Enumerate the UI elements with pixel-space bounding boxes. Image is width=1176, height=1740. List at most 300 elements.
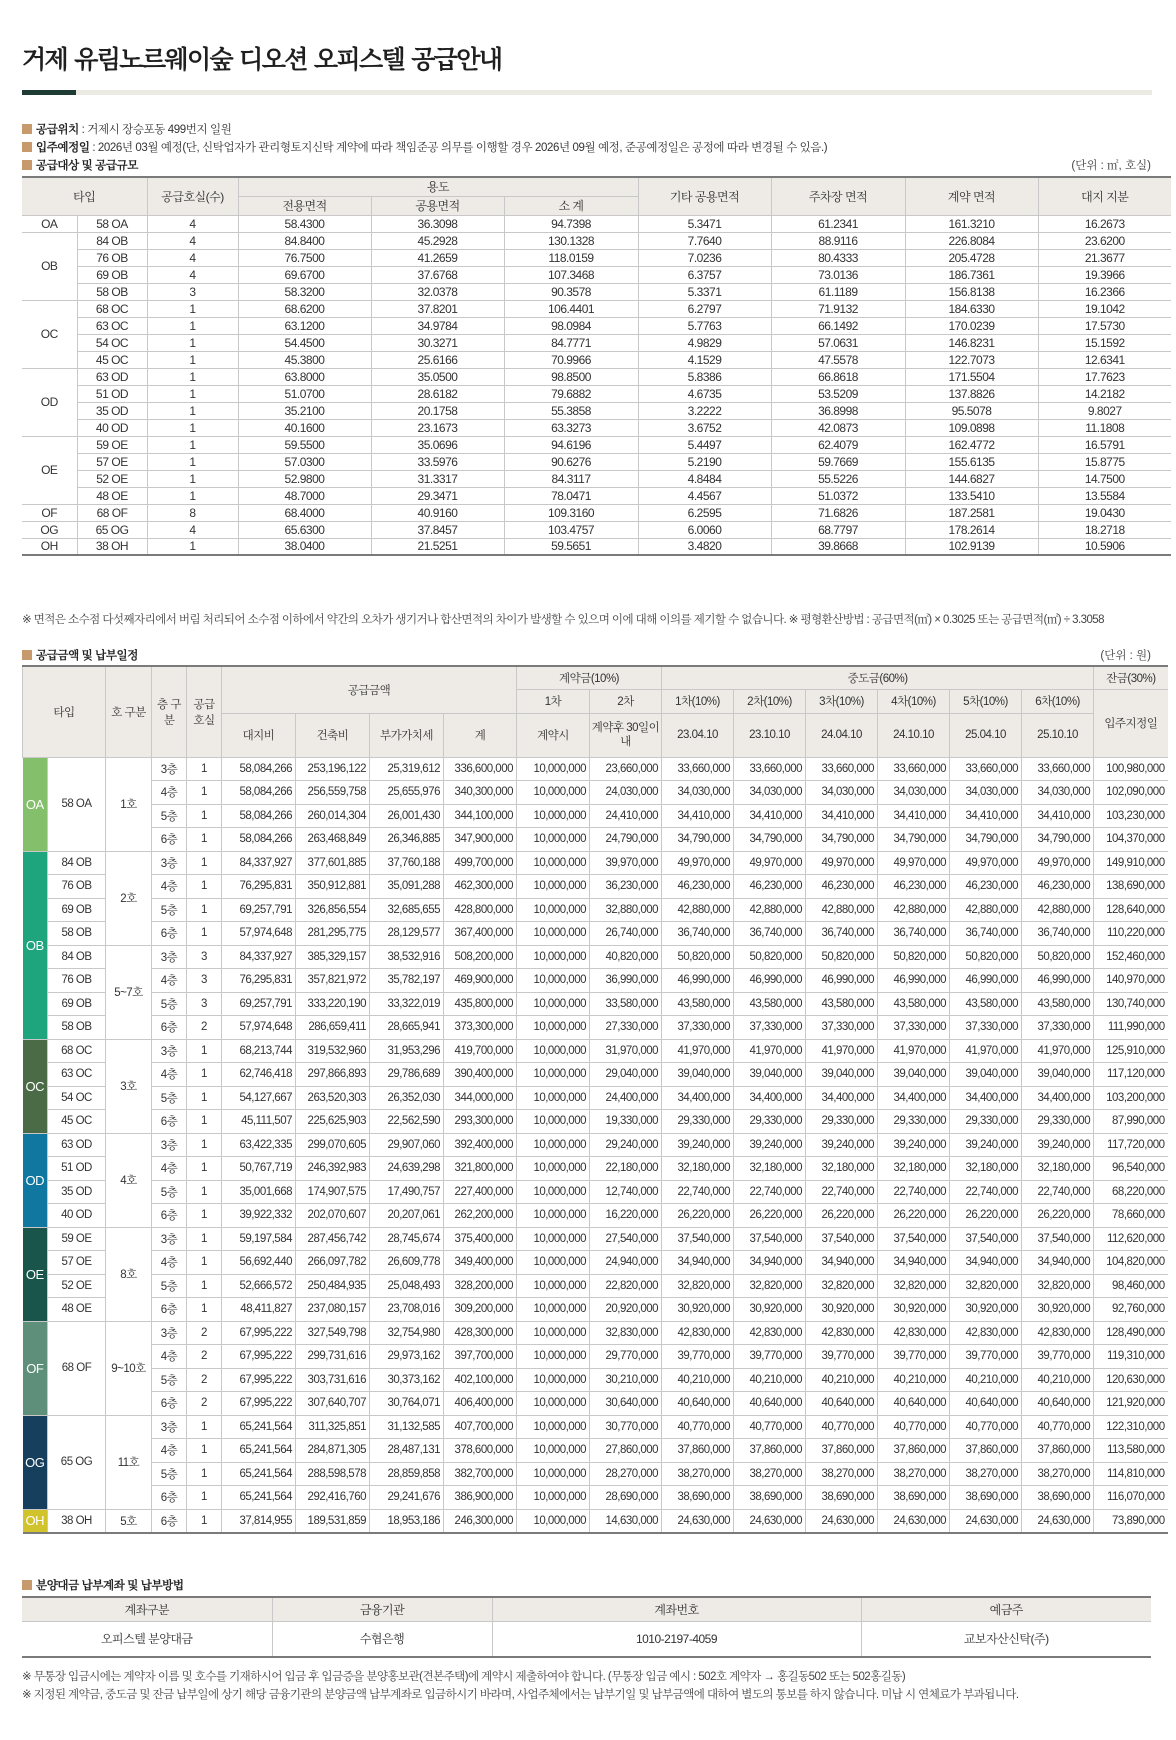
total-price: 340,300,000 (444, 781, 517, 805)
supply-units: 1 (187, 1274, 222, 1298)
type-group: OF (22, 504, 77, 521)
mid-5: 32,820,000 (950, 1274, 1022, 1298)
floor: 3층 (152, 1321, 187, 1345)
supply-units: 1 (147, 317, 238, 334)
mid-6: 29,330,000 (1022, 1110, 1094, 1134)
table-row (22, 1621, 1151, 1657)
building-cost: 299,731,616 (296, 1345, 370, 1369)
total-price: 246,300,000 (444, 1509, 517, 1533)
subtype: 52 OE (48, 1274, 106, 1298)
mid-6: 39,040,000 (1022, 1063, 1094, 1087)
floor: 5층 (152, 898, 187, 922)
mid-5: 36,740,000 (950, 922, 1022, 946)
exclusive-area: 52.9800 (238, 470, 371, 487)
bullet-square-icon (22, 142, 32, 152)
balance: 116,070,000 (1094, 1486, 1168, 1510)
vat: 33,322,019 (370, 992, 444, 1016)
supply-units: 1 (147, 351, 238, 368)
parking-area: 73.0136 (771, 266, 905, 283)
deposit-1: 10,000,000 (517, 898, 590, 922)
balance: 96,540,000 (1094, 1157, 1168, 1181)
subtype: 48 OE (77, 487, 147, 504)
exclusive-area: 65.6300 (238, 521, 371, 538)
land-cost: 69,257,791 (222, 898, 296, 922)
mid-5: 42,880,000 (950, 898, 1022, 922)
contract-area: 205.4728 (905, 249, 1038, 266)
mid-2: 50,820,000 (734, 945, 806, 969)
balance: 104,820,000 (1094, 1251, 1168, 1275)
page-title: 거제 유림노르웨이숲 디오션 오피스텔 공급안내 (22, 45, 502, 74)
floor: 6층 (152, 1016, 187, 1040)
supply-units: 1 (147, 419, 238, 436)
mid-1: 34,790,000 (662, 828, 734, 852)
parking-area: 66.1492 (771, 317, 905, 334)
table-row (23, 945, 1168, 969)
t2-header-m1-date: 23.04.10 (662, 713, 734, 757)
floor: 4층 (152, 1439, 187, 1463)
supply-units: 1 (187, 1251, 222, 1275)
balance: 119,310,000 (1094, 1345, 1168, 1369)
area-subtotal: 94.7398 (504, 215, 638, 232)
deposit-2: 24,030,000 (590, 781, 662, 805)
vat: 17,490,757 (370, 1180, 444, 1204)
total-price: 321,800,000 (444, 1157, 517, 1181)
land-cost: 52,666,572 (222, 1274, 296, 1298)
mid-6: 33,660,000 (1022, 757, 1094, 781)
total-price: 349,400,000 (444, 1251, 517, 1275)
mid-5: 39,240,000 (950, 1133, 1022, 1157)
area-subtotal: 118.0159 (504, 249, 638, 266)
supply-units: 1 (147, 470, 238, 487)
mid-6: 40,640,000 (1022, 1392, 1094, 1416)
mid-2: 40,770,000 (734, 1415, 806, 1439)
vat: 26,346,885 (370, 828, 444, 852)
floor: 4층 (152, 969, 187, 993)
subtype: 69 OB (48, 992, 106, 1016)
mid-4: 42,880,000 (878, 898, 950, 922)
total-price: 262,200,000 (444, 1204, 517, 1228)
parking-area: 88.9116 (771, 232, 905, 249)
land-cost: 54,127,667 (222, 1086, 296, 1110)
vat: 35,782,197 (370, 969, 444, 993)
deposit-2: 36,230,000 (590, 875, 662, 899)
subtype: 38 OH (77, 538, 147, 555)
balance: 102,090,000 (1094, 781, 1168, 805)
table-row (22, 504, 1171, 521)
table-row (23, 875, 1168, 899)
mid-2: 34,940,000 (734, 1251, 806, 1275)
t2-header-d2-when: 계약후 30일이내 (590, 713, 662, 757)
deposit-1: 10,000,000 (517, 1345, 590, 1369)
mid-3: 37,540,000 (806, 1227, 878, 1251)
subtype: 38 OH (48, 1509, 106, 1533)
scale-unit: (단위 : ㎡, 호실) (1071, 160, 1151, 172)
building-cost: 377,601,885 (296, 851, 370, 875)
mid-1: 29,330,000 (662, 1110, 734, 1134)
table-row (23, 1180, 1168, 1204)
t1-header-type: 타입 (22, 177, 147, 215)
deposit-1: 10,000,000 (517, 1016, 590, 1040)
building-cost: 326,856,554 (296, 898, 370, 922)
supply-units: 4 (147, 249, 238, 266)
t2-header-units: 공급 호실 (187, 666, 222, 757)
mid-3: 40,640,000 (806, 1392, 878, 1416)
exclusive-area: 57.0300 (238, 453, 371, 470)
land-cost: 76,295,831 (222, 875, 296, 899)
bullet-square-icon (22, 124, 32, 134)
table-row (23, 1133, 1168, 1157)
deposit-2: 39,970,000 (590, 851, 662, 875)
subtype: 68 OC (48, 1039, 106, 1063)
supply-units: 1 (187, 781, 222, 805)
mid-4: 39,770,000 (878, 1345, 950, 1369)
building-cost: 299,070,605 (296, 1133, 370, 1157)
mid-4: 37,330,000 (878, 1016, 950, 1040)
table-row (23, 1486, 1168, 1510)
subtype: 76 OB (77, 249, 147, 266)
subtype: 76 OB (48, 969, 106, 993)
floor: 5층 (152, 1180, 187, 1204)
vat: 28,745,674 (370, 1227, 444, 1251)
table-row (23, 1274, 1168, 1298)
mid-1: 24,630,000 (662, 1509, 734, 1533)
t2-header-mid: 중도금(60%) (662, 666, 1094, 690)
floor: 5층 (152, 1368, 187, 1392)
supply-units: 8 (147, 504, 238, 521)
vat: 28,129,577 (370, 922, 444, 946)
info-location (22, 121, 231, 137)
area-subtotal: 130.1328 (504, 232, 638, 249)
mid-5: 34,790,000 (950, 828, 1022, 852)
deposit-1: 10,000,000 (517, 1063, 590, 1087)
balance: 78,660,000 (1094, 1204, 1168, 1228)
floor: 4층 (152, 781, 187, 805)
vat: 29,241,676 (370, 1486, 444, 1510)
t3-header-holder: 예금주 (861, 1597, 1151, 1621)
mid-1: 37,330,000 (662, 1016, 734, 1040)
total-price: 407,700,000 (444, 1415, 517, 1439)
mid-5: 38,690,000 (950, 1486, 1022, 1510)
t3-header-account-number: 계좌번호 (492, 1597, 861, 1621)
other-common-area: 7.7640 (638, 232, 771, 249)
table-row (23, 781, 1168, 805)
floor: 3층 (152, 851, 187, 875)
mid-2: 46,230,000 (734, 875, 806, 899)
table-row (23, 1298, 1168, 1322)
mid-1: 34,410,000 (662, 804, 734, 828)
other-common-area: 4.6735 (638, 385, 771, 402)
mid-4: 40,210,000 (878, 1368, 950, 1392)
subtype: 51 OD (48, 1157, 106, 1181)
mid-1: 42,830,000 (662, 1321, 734, 1345)
supply-units: 1 (147, 300, 238, 317)
mid-1: 34,940,000 (662, 1251, 734, 1275)
supply-units: 1 (187, 898, 222, 922)
deposit-2: 32,880,000 (590, 898, 662, 922)
t2-header-building: 건축비 (296, 713, 370, 757)
land-cost: 37,814,955 (222, 1509, 296, 1533)
common-area: 33.5976 (371, 453, 504, 470)
deposit-2: 24,410,000 (590, 804, 662, 828)
contract-area: 102.9139 (905, 538, 1038, 555)
mid-6: 43,580,000 (1022, 992, 1094, 1016)
type-group: OA (22, 215, 77, 232)
t2-header-balance: 잔금(30%) (1094, 666, 1168, 690)
contract-area: 170.0239 (905, 317, 1038, 334)
table-row (23, 1509, 1168, 1533)
mid-6: 38,270,000 (1022, 1462, 1094, 1486)
info-location-value: : 거제시 장승포동 499번지 일원 (78, 124, 232, 136)
exclusive-area: 68.6200 (238, 300, 371, 317)
common-area: 23.1673 (371, 419, 504, 436)
building-cost: 288,598,578 (296, 1462, 370, 1486)
t2-header-supply: 공급금액 (222, 666, 517, 713)
parking-area: 68.7797 (771, 521, 905, 538)
deposit-1: 10,000,000 (517, 1227, 590, 1251)
total-price: 382,700,000 (444, 1462, 517, 1486)
mid-6: 30,920,000 (1022, 1298, 1094, 1322)
mid-5: 29,330,000 (950, 1110, 1022, 1134)
deposit-2: 22,820,000 (590, 1274, 662, 1298)
building-cost: 357,821,972 (296, 969, 370, 993)
mid-2: 22,740,000 (734, 1180, 806, 1204)
vat: 31,953,296 (370, 1039, 444, 1063)
vat: 24,639,298 (370, 1157, 444, 1181)
mid-3: 37,860,000 (806, 1439, 878, 1463)
mid-1: 32,820,000 (662, 1274, 734, 1298)
contract-area: 184.6330 (905, 300, 1038, 317)
land-cost: 65,241,564 (222, 1486, 296, 1510)
mid-4: 38,270,000 (878, 1462, 950, 1486)
info-movein-label: 입주예정일 (36, 142, 90, 154)
floor: 6층 (152, 1110, 187, 1134)
balance: 128,490,000 (1094, 1321, 1168, 1345)
table-row (23, 1462, 1168, 1486)
mid-5: 39,770,000 (950, 1345, 1022, 1369)
land-share: 16.5791 (1038, 436, 1171, 453)
deposit-1: 10,000,000 (517, 781, 590, 805)
mid-4: 46,230,000 (878, 875, 950, 899)
mid-5: 40,210,000 (950, 1368, 1022, 1392)
t1-header-parking: 주차장 면적 (771, 177, 905, 215)
deposit-1: 10,000,000 (517, 1039, 590, 1063)
land-cost: 84,337,927 (222, 851, 296, 875)
mid-5: 49,970,000 (950, 851, 1022, 875)
table-row (23, 922, 1168, 946)
table-row (22, 368, 1171, 385)
mid-3: 29,330,000 (806, 1110, 878, 1134)
other-common-area: 5.3371 (638, 283, 771, 300)
exclusive-area: 84.8400 (238, 232, 371, 249)
mid-2: 37,860,000 (734, 1439, 806, 1463)
deposit-1: 10,000,000 (517, 969, 590, 993)
parking-area: 59.7669 (771, 453, 905, 470)
mid-6: 39,240,000 (1022, 1133, 1094, 1157)
floor: 6층 (152, 1392, 187, 1416)
table-row (22, 436, 1171, 453)
account-number: 1010-2197-4059 (492, 1621, 861, 1657)
subtype: 84 OB (48, 851, 106, 875)
t2-header-d1: 1차 (517, 690, 590, 714)
floor: 3층 (152, 1415, 187, 1439)
deposit-2: 24,790,000 (590, 828, 662, 852)
mid-3: 39,040,000 (806, 1063, 878, 1087)
supply-units: 1 (187, 1039, 222, 1063)
table-row (22, 300, 1171, 317)
supply-scale-table (22, 176, 1171, 556)
total-price: 336,600,000 (444, 757, 517, 781)
floor: 3층 (152, 945, 187, 969)
supply-units: 1 (187, 1462, 222, 1486)
floor: 3층 (152, 1227, 187, 1251)
deposit-2: 28,270,000 (590, 1462, 662, 1486)
subtype: 48 OE (48, 1298, 106, 1322)
floor: 5층 (152, 992, 187, 1016)
deposit-1: 10,000,000 (517, 1415, 590, 1439)
mid-4: 50,820,000 (878, 945, 950, 969)
mid-6: 42,880,000 (1022, 898, 1094, 922)
vat: 32,685,655 (370, 898, 444, 922)
table-row (23, 804, 1168, 828)
table-row (23, 851, 1168, 875)
ho-range: 1호 (106, 757, 152, 851)
table-row (22, 402, 1171, 419)
building-cost: 260,014,304 (296, 804, 370, 828)
table-row (23, 1415, 1168, 1439)
deposit-2: 22,180,000 (590, 1157, 662, 1181)
contract-area: 178.2614 (905, 521, 1038, 538)
table-row (23, 898, 1168, 922)
floor: 4층 (152, 1345, 187, 1369)
mid-6: 41,970,000 (1022, 1039, 1094, 1063)
common-area: 25.6166 (371, 351, 504, 368)
balance: 68,220,000 (1094, 1180, 1168, 1204)
other-common-area: 4.4567 (638, 487, 771, 504)
subtype: 63 OD (77, 368, 147, 385)
mid-3: 34,400,000 (806, 1086, 878, 1110)
table-row (22, 453, 1171, 470)
total-price: 347,900,000 (444, 828, 517, 852)
balance: 104,370,000 (1094, 828, 1168, 852)
building-cost: 319,532,960 (296, 1039, 370, 1063)
subtype: 51 OD (77, 385, 147, 402)
other-common-area: 5.3471 (638, 215, 771, 232)
floor: 4층 (152, 875, 187, 899)
contract-area: 162.4772 (905, 436, 1038, 453)
mid-6: 38,690,000 (1022, 1486, 1094, 1510)
building-cost: 333,220,190 (296, 992, 370, 1016)
vat: 22,562,590 (370, 1110, 444, 1134)
building-cost: 202,070,607 (296, 1204, 370, 1228)
area-subtotal: 63.3273 (504, 419, 638, 436)
supply-units: 1 (187, 1415, 222, 1439)
total-price: 328,200,000 (444, 1274, 517, 1298)
balance: 111,990,000 (1094, 1016, 1168, 1040)
parking-area: 51.0372 (771, 487, 905, 504)
land-cost: 65,241,564 (222, 1439, 296, 1463)
t1-header-units: 공급호실(수) (147, 177, 238, 215)
supply-units: 4 (147, 521, 238, 538)
land-cost: 58,084,266 (222, 804, 296, 828)
vat: 25,655,976 (370, 781, 444, 805)
mid-4: 46,990,000 (878, 969, 950, 993)
t2-header-m3: 3차(10%) (806, 690, 878, 714)
common-area: 29.3471 (371, 487, 504, 504)
total-price: 397,700,000 (444, 1345, 517, 1369)
mid-4: 32,180,000 (878, 1157, 950, 1181)
bullet-square-icon (22, 650, 32, 660)
balance: 73,890,000 (1094, 1509, 1168, 1533)
exclusive-area: 68.4000 (238, 504, 371, 521)
table-row (23, 1368, 1168, 1392)
table-row (23, 757, 1168, 781)
mid-4: 34,400,000 (878, 1086, 950, 1110)
supply-units: 1 (187, 922, 222, 946)
type-group: OB (22, 232, 77, 300)
land-cost: 67,995,222 (222, 1321, 296, 1345)
table-row (22, 334, 1171, 351)
mid-4: 43,580,000 (878, 992, 950, 1016)
mid-4: 24,630,000 (878, 1509, 950, 1533)
floor: 4층 (152, 1251, 187, 1275)
balance: 87,990,000 (1094, 1110, 1168, 1134)
common-area: 35.0500 (371, 368, 504, 385)
mid-1: 38,690,000 (662, 1486, 734, 1510)
land-cost: 57,974,648 (222, 1016, 296, 1040)
building-cost: 287,456,742 (296, 1227, 370, 1251)
area-subtotal: 78.0471 (504, 487, 638, 504)
mid-5: 50,820,000 (950, 945, 1022, 969)
supply-units: 3 (187, 945, 222, 969)
deposit-2: 28,690,000 (590, 1486, 662, 1510)
mid-1: 33,660,000 (662, 757, 734, 781)
t1-header-common: 공용면적 (371, 196, 504, 215)
mid-3: 34,030,000 (806, 781, 878, 805)
subtype: 54 OC (77, 334, 147, 351)
building-cost: 303,731,616 (296, 1368, 370, 1392)
mid-6: 32,180,000 (1022, 1157, 1094, 1181)
subtype: 84 OB (48, 945, 106, 969)
balance: 152,460,000 (1094, 945, 1168, 969)
mid-1: 39,770,000 (662, 1345, 734, 1369)
mid-2: 39,240,000 (734, 1133, 806, 1157)
common-area: 37.6768 (371, 266, 504, 283)
deposit-2: 20,920,000 (590, 1298, 662, 1322)
parking-area: 57.0631 (771, 334, 905, 351)
mid-6: 26,220,000 (1022, 1204, 1094, 1228)
mid-6: 34,790,000 (1022, 828, 1094, 852)
contract-area: 155.6135 (905, 453, 1038, 470)
land-cost: 48,411,827 (222, 1298, 296, 1322)
deposit-1: 10,000,000 (517, 1204, 590, 1228)
mid-3: 38,270,000 (806, 1462, 878, 1486)
info-movein-value: : 2026년 03월 예정(단, 신탁업자가 관리형토지신탁 계약에 따라 책임준공 의무를 이행할 경우 2026년 09월 예정, 준공예정일은 공정에 따라 변경될 수 있음.) (89, 142, 828, 154)
other-common-area: 5.2190 (638, 453, 771, 470)
t2-header-land: 대지비 (222, 713, 296, 757)
mid-4: 40,640,000 (878, 1392, 950, 1416)
subtype: 35 OD (77, 402, 147, 419)
building-cost: 311,325,851 (296, 1415, 370, 1439)
land-share: 19.1042 (1038, 300, 1171, 317)
table-row (23, 1039, 1168, 1063)
deposit-2: 40,820,000 (590, 945, 662, 969)
land-cost: 50,767,719 (222, 1157, 296, 1181)
mid-4: 38,690,000 (878, 1486, 950, 1510)
exclusive-area: 51.0700 (238, 385, 371, 402)
common-area: 36.3098 (371, 215, 504, 232)
mid-6: 39,770,000 (1022, 1345, 1094, 1369)
land-share: 19.3966 (1038, 266, 1171, 283)
